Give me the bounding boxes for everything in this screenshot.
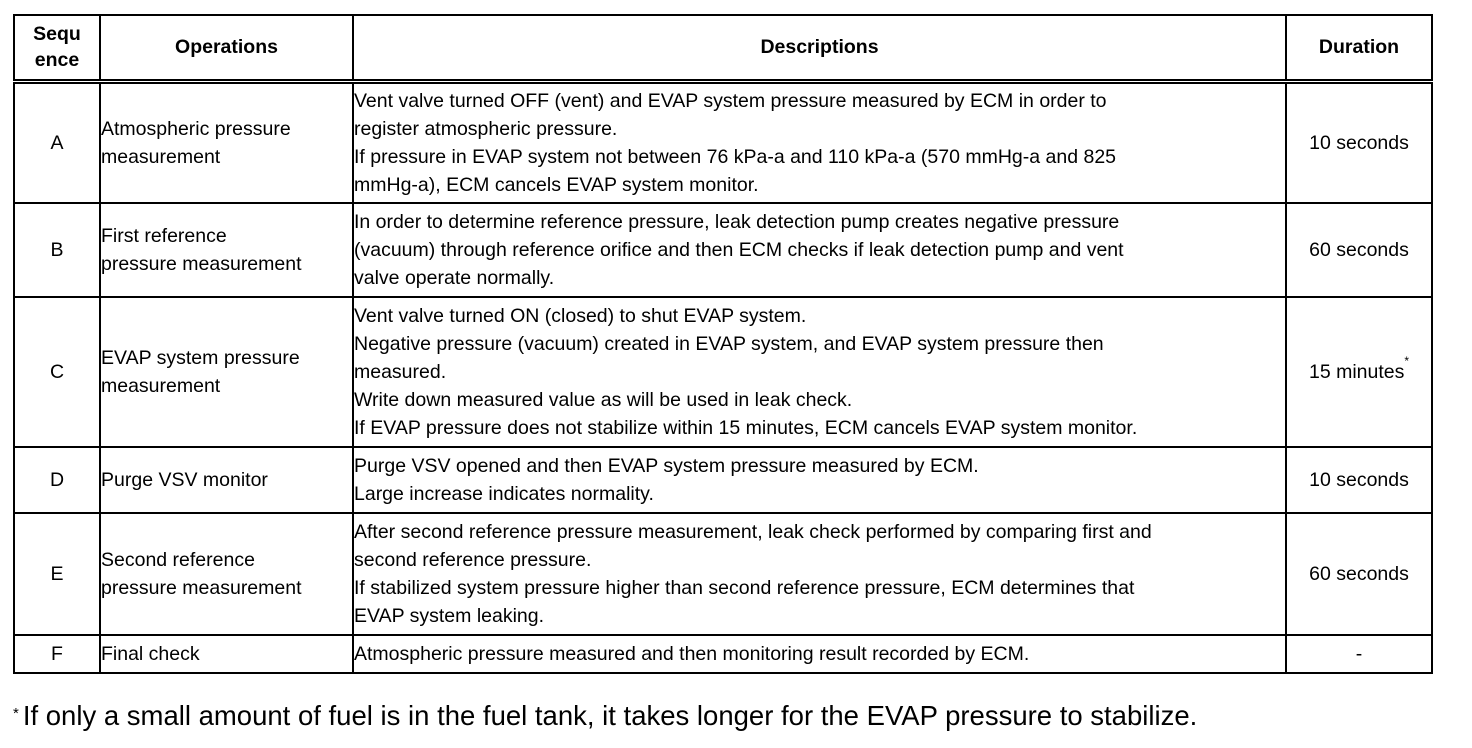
description-line: Vent valve turned ON (closed) to shut EVAP system. xyxy=(354,305,807,327)
description-line: register atmospheric pressure. xyxy=(354,117,618,140)
operation-line: Purge VSV monitor xyxy=(101,469,268,491)
footnote-mark: * xyxy=(13,705,19,722)
duration-cell xyxy=(1286,513,1432,635)
table-row xyxy=(14,297,1432,447)
operation-cell xyxy=(100,513,353,635)
sequence-cell: A xyxy=(14,81,100,203)
operation-cell xyxy=(100,81,353,203)
sequence-cell: C xyxy=(14,297,100,447)
description-cell xyxy=(353,513,1286,635)
duration-value: 10 seconds xyxy=(1309,469,1409,491)
duration-value: - xyxy=(1355,643,1363,665)
table-header-row xyxy=(14,15,1432,81)
description-line: If pressure in EVAP system not between 76 kPa-a and 110 kPa-a (570 mmHg-a and 825 xyxy=(354,145,1117,168)
operation-line: EVAP system pressure xyxy=(101,347,300,369)
description-cell xyxy=(353,447,1286,513)
sequence-cell: B xyxy=(14,203,100,297)
duration-value: 60 seconds xyxy=(1309,239,1409,261)
table-row xyxy=(14,447,1432,513)
description-line: Write down measured value as will be used in leak check. xyxy=(354,389,853,411)
description-line: mmHg-a), ECM cancels EVAP system monitor. xyxy=(354,173,759,196)
sequence-cell: E xyxy=(14,513,100,635)
operation-cell xyxy=(100,203,353,297)
description-line: Purge VSV opened and then EVAP system pressure measured by ECM. xyxy=(354,455,979,477)
description-line: Atmospheric pressure measured and then monitoring result recorded by ECM. xyxy=(354,643,1030,665)
header-operations: Operations xyxy=(100,15,353,81)
duration-value: 60 seconds xyxy=(1309,563,1409,585)
table-row xyxy=(14,513,1432,635)
description-line: In order to determine reference pressure, leak detection pump creates negative pressure xyxy=(354,211,1120,233)
duration-value: 10 seconds xyxy=(1309,131,1409,154)
footnote xyxy=(13,696,1197,736)
duration-cell xyxy=(1286,297,1432,447)
description-line: Negative pressure (vacuum) created in EVAP system, and EVAP system pressure then xyxy=(354,333,1104,355)
table-row xyxy=(14,81,1432,203)
operation-line: Final check xyxy=(101,643,200,665)
duration-cell xyxy=(1286,447,1432,513)
header-duration: Duration xyxy=(1286,15,1432,81)
operation-line: measurement xyxy=(101,145,221,168)
duration-cell xyxy=(1286,635,1432,673)
evap-monitor-sequence-table xyxy=(13,14,1433,674)
description-line: measured. xyxy=(354,361,447,383)
description-line: If EVAP pressure does not stabilize within 15 minutes, ECM cancels EVAP system monitor. xyxy=(354,417,1138,439)
header-sequence-line-1: Sequ xyxy=(33,23,81,46)
operation-line: First reference xyxy=(101,225,227,247)
sequence-cell: F xyxy=(14,635,100,673)
footnote-reference-mark: * xyxy=(1404,354,1410,368)
description-line: If stabilized system pressure higher than second reference pressure, ECM determines that xyxy=(354,577,1135,599)
duration-cell xyxy=(1286,203,1432,297)
operation-cell xyxy=(100,297,353,447)
operation-line: Atmospheric pressure xyxy=(101,117,291,140)
header-sequence xyxy=(14,15,100,81)
description-line: Vent valve turned OFF (vent) and EVAP system pressure measured by ECM in order to xyxy=(354,89,1107,112)
operation-cell xyxy=(100,635,353,673)
description-cell xyxy=(353,203,1286,297)
description-line: Large increase indicates normality. xyxy=(354,483,654,505)
description-line: (vacuum) through reference orifice and then ECM checks if leak detection pump and vent xyxy=(354,239,1124,261)
table-row xyxy=(14,203,1432,297)
operation-line: pressure measurement xyxy=(101,253,302,275)
footnote-text: If only a small amount of fuel is in the fuel tank, it takes longer for the EVAP pressure to stabilize. xyxy=(22,700,1198,731)
operation-line: pressure measurement xyxy=(101,577,302,599)
header-descriptions: Descriptions xyxy=(353,15,1286,81)
description-line: valve operate normally. xyxy=(354,267,555,289)
description-line: EVAP system leaking. xyxy=(354,605,545,627)
description-cell xyxy=(353,81,1286,203)
description-cell xyxy=(353,635,1286,673)
description-line: second reference pressure. xyxy=(354,549,592,571)
operation-line: measurement xyxy=(101,375,221,397)
header-sequence-line-2: ence xyxy=(34,49,80,72)
sequence-cell: D xyxy=(14,447,100,513)
duration-cell xyxy=(1286,81,1432,203)
description-cell xyxy=(353,297,1286,447)
description-line: After second reference pressure measurement, leak check performed by comparing first and xyxy=(354,521,1152,543)
table-row xyxy=(14,635,1432,673)
operation-line: Second reference xyxy=(101,549,255,571)
operation-cell xyxy=(100,447,353,513)
duration-value: 15 minutes xyxy=(1308,361,1405,383)
